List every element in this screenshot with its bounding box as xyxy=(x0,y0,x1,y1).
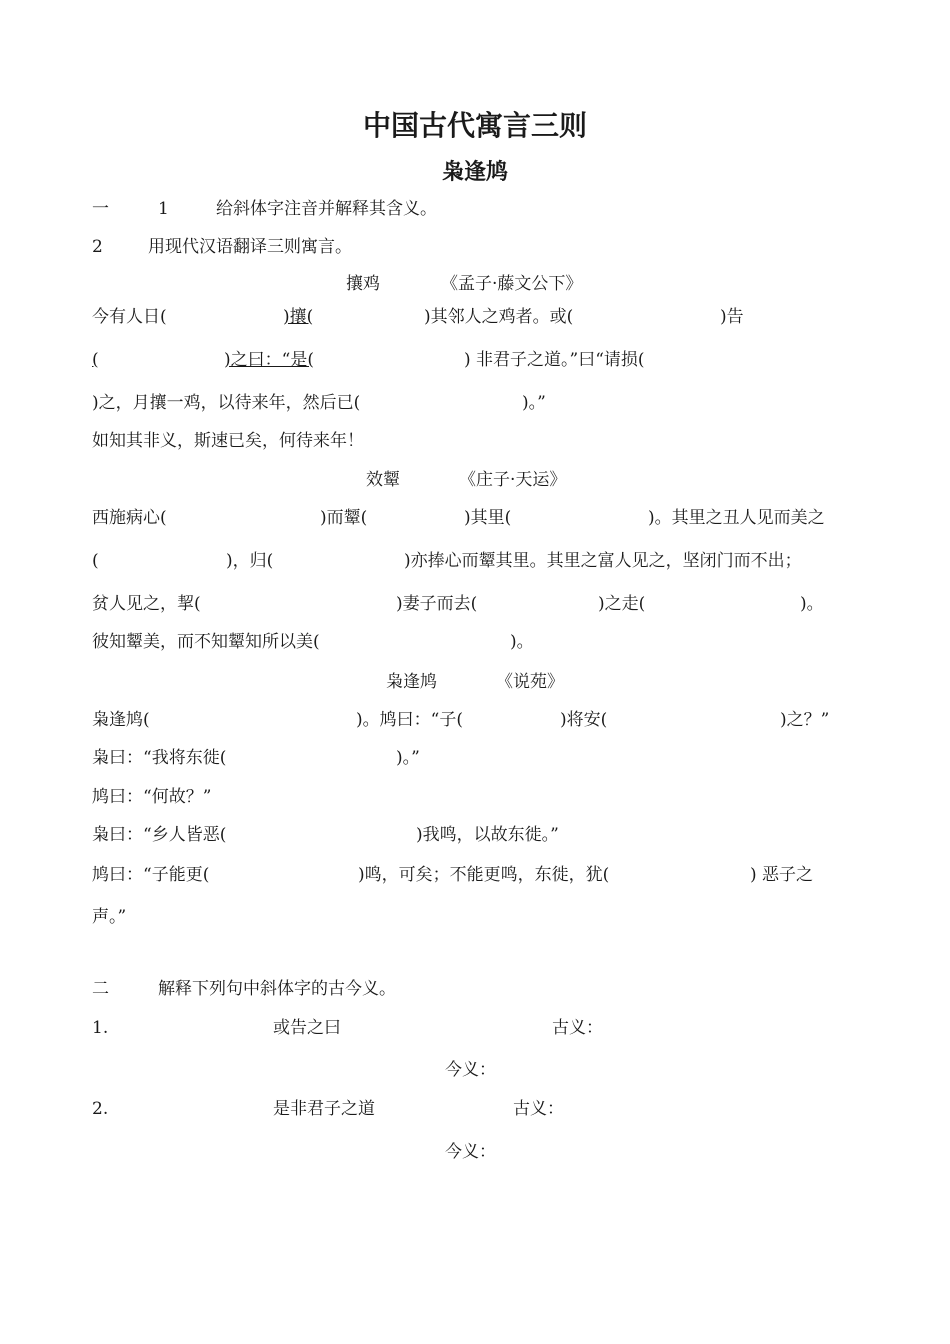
section1-item1-number: 1 xyxy=(158,199,169,219)
story1-line2-part3: ) 非君子之道。”曰“请损( xyxy=(464,350,645,370)
story3-line2-part2: )。” xyxy=(396,748,420,768)
story3-line5-part3: ) 恶子之 xyxy=(750,865,814,885)
story2-line2-part2: )，归( xyxy=(226,551,274,571)
story3-line1-part4: )之？” xyxy=(780,710,830,730)
story2-line1-part3: )其里( xyxy=(464,508,512,528)
story2-line4-part1: 彼知颦美，而不知颦知所以美( xyxy=(92,632,320,652)
story1-line3-part1: )之，月攘一鸡，以待来年，然后已( xyxy=(92,393,361,413)
q1-ancient-label: 古义： xyxy=(552,1018,603,1038)
story1-line2-part1: ( xyxy=(92,350,99,370)
story1-line3-part2: )。” xyxy=(522,393,546,413)
story3-line2-part1: 枭曰：“我将东徙( xyxy=(92,748,227,768)
section2-number: 二 xyxy=(92,979,109,999)
story2-line3-part4: )。 xyxy=(800,594,824,614)
story2-line1-part1: 西施病心( xyxy=(92,508,167,528)
story1-source: 《孟子·藤文公下》 xyxy=(441,274,583,294)
story3-line5-part1: 鸠曰：“子能更( xyxy=(92,865,210,885)
story2-title: 效颦 xyxy=(366,470,400,490)
section1-item2-number: 2 xyxy=(92,237,103,257)
story1-line1-part1: 今有人日( xyxy=(92,307,167,327)
q2-ancient-label: 古义： xyxy=(513,1099,564,1119)
story1-line1-part4: )告 xyxy=(720,307,744,327)
story3-line1-part2: )。鸠曰：“子( xyxy=(356,710,463,730)
story3-line3: 鸠曰：“何故？” xyxy=(92,787,212,807)
story3-source: 《说苑》 xyxy=(496,672,564,692)
section1-item2-text: 用现代汉语翻译三则寓言。 xyxy=(148,237,352,257)
story2-line2-part3: )亦捧心而颦其里。其里之富人见之，坚闭门而不出； xyxy=(404,551,802,571)
q2-number: 2. xyxy=(92,1099,109,1119)
story2-source: 《庄子·天运》 xyxy=(459,470,567,490)
story2-line3-part2: )妻子而去( xyxy=(396,594,478,614)
story2-line2-part1: ( xyxy=(92,551,99,571)
story2-line1-part2: )而颦( xyxy=(320,508,368,528)
story2-line1-part4: )。其里之丑人见而美之 xyxy=(648,508,825,528)
story3-line1-part1: 枭逢鸠( xyxy=(92,710,150,730)
story3-line4-part1: 枭曰：“乡人皆恶( xyxy=(92,825,227,845)
section1-number: 一 xyxy=(92,199,109,219)
story3-line5-part2: )鸣，可矣；不能更鸣，东徙，犹( xyxy=(358,865,610,885)
story1-line2-part2: )之曰：“是( xyxy=(224,350,314,370)
story3-line4-part2: )我鸣，以故东徙。” xyxy=(416,825,559,845)
story3-line6: 声。” xyxy=(92,907,127,927)
story3-line1-part3: )将安( xyxy=(560,710,608,730)
page-subtitle: 枭逢鸠 xyxy=(441,160,508,185)
story1-line4: 如知其非义，斯速已矣，何待来年！ xyxy=(92,431,364,451)
section1-item1-text: 给斜体字注音并解释其含义。 xyxy=(216,199,437,219)
q2-modern-label: 今义： xyxy=(445,1142,496,1162)
story1-title: 攘鸡 xyxy=(346,274,380,294)
page-title: 中国古代寓言三则 xyxy=(362,109,587,142)
story1-line1-part3: )其邻人之鸡者。或( xyxy=(424,307,574,327)
story2-line3-part1: 贫人见之，挈( xyxy=(92,594,201,614)
story2-line3-part3: )之走( xyxy=(598,594,646,614)
story2-line4-part2: )。 xyxy=(510,632,534,652)
section2-instruction: 解释下列句中斜体字的古今义。 xyxy=(158,979,396,999)
story1-line1-part2: )攘( xyxy=(283,307,314,327)
q2-phrase: 是非君子之道 xyxy=(273,1099,375,1119)
q1-number: 1. xyxy=(92,1018,109,1038)
q1-modern-label: 今义： xyxy=(445,1060,496,1080)
q1-phrase: 或告之曰 xyxy=(273,1018,341,1038)
story3-title: 枭逢鸠 xyxy=(386,672,437,692)
